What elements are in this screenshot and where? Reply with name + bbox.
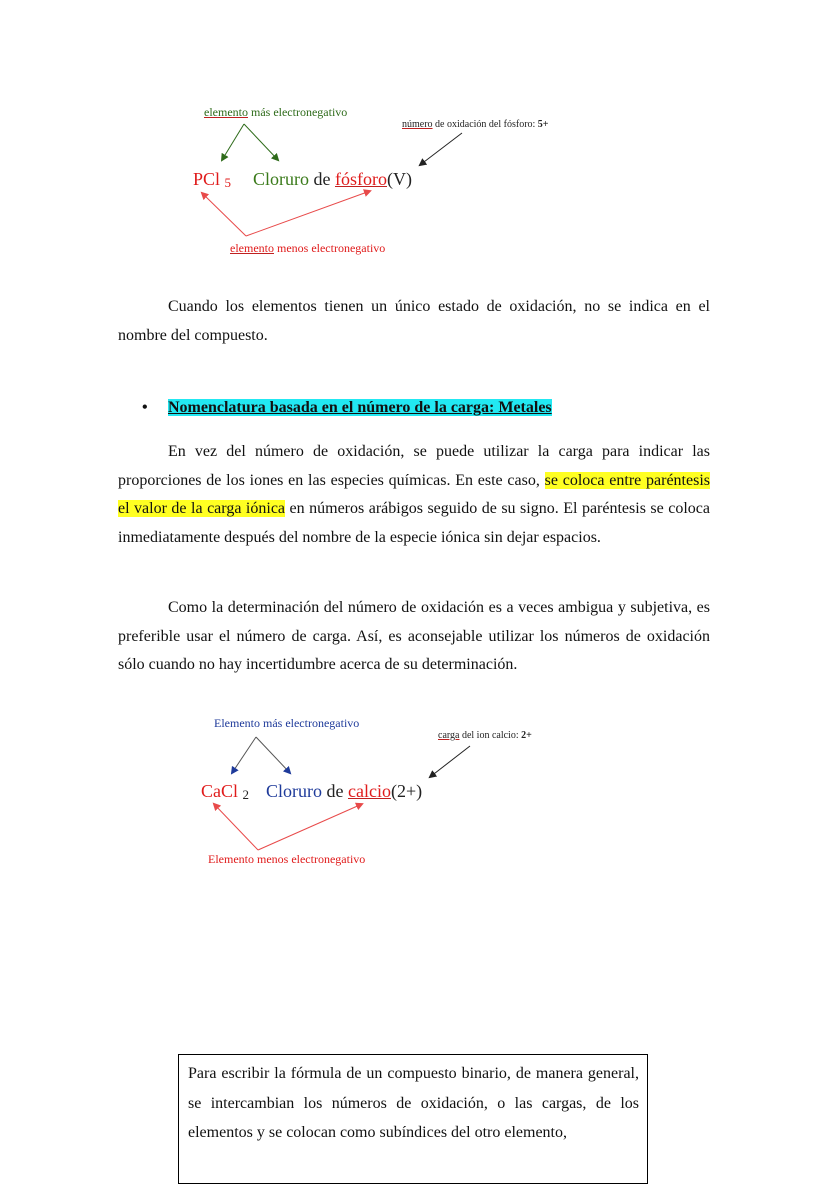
formula-base: CaCl <box>201 781 239 801</box>
label-rest: del ion calcio: <box>459 730 522 741</box>
label-rest: más electronegativo <box>247 105 348 119</box>
label-least-electronegative <box>230 242 385 254</box>
label-most-electronegative: Elemento más electronegativo <box>214 716 360 730</box>
charge-value: 2+ <box>521 730 532 741</box>
name-word: Cloruro <box>253 169 309 189</box>
arrow-bottom-right <box>258 804 362 850</box>
formula-cacl2 <box>201 782 249 801</box>
name-element: calcio <box>348 781 391 801</box>
arrow-top-left <box>232 737 256 773</box>
name-element: fósforo <box>335 169 387 189</box>
label-ion-charge <box>438 731 532 741</box>
formula-base: PCl <box>193 169 221 189</box>
compound-name-2 <box>266 782 422 800</box>
label-least-electronegative: Elemento menos electronegativo <box>208 852 366 866</box>
arrow-top-right <box>256 737 290 773</box>
arrow-top-left <box>222 124 244 160</box>
arrow-bottom-left <box>202 193 246 236</box>
text-segment: En vez del número de oxidación, se puede utilizar la carga para indicar las proporciones de los iones en las especies químicas. En este caso, <box>118 443 710 489</box>
name-word: de <box>313 169 331 189</box>
name-suffix: (V) <box>387 169 412 189</box>
arrow-bottom-right <box>246 191 370 236</box>
arrow-bottom-left <box>214 804 258 850</box>
label-oxidation-number <box>402 120 549 130</box>
name-word: Cloruro <box>266 781 322 801</box>
oxidation-value: 5+ <box>537 119 549 130</box>
formula-pcl5 <box>193 170 231 189</box>
label-rest: de oxidación del fósforo: <box>432 119 538 130</box>
formula-subscript: 2 <box>242 787 250 802</box>
formula-subscript: 5 <box>224 175 232 190</box>
name-suffix: (2+) <box>390 781 423 801</box>
arrow-right <box>420 133 462 165</box>
diagram-cacl2 <box>0 700 828 880</box>
paragraph-single-oxidation: Cuando los elementos tienen un único estado de oxidación, no se indica en el nombre del compuesto. <box>118 298 710 344</box>
label-rest: menos electronegativo <box>273 241 386 255</box>
compound-name-1 <box>253 170 412 188</box>
label-underlined-word: elemento <box>230 241 274 255</box>
label-most-electronegative <box>204 106 347 118</box>
bullet: • <box>142 399 148 416</box>
label-underlined-word: carga <box>438 730 460 741</box>
diagram-pcl5-arrows <box>0 0 828 270</box>
diagram-pcl5 <box>0 0 828 270</box>
name-word: de <box>326 781 344 801</box>
label-underlined-word: elemento <box>204 105 248 119</box>
text-segment: en números arábigos seguido de su signo. El paréntesis se coloca inmediatamente después del nombre de la especie iónica sin dejar espacios. <box>118 500 711 546</box>
highlighted-text: se coloca entre paréntesis el valor de la carga iónica <box>118 471 710 517</box>
summary-box: Para escribir la fórmula de un compuesto binario, de manera general, se intercambian los números de oxidación, o las cargas, de los elementos y se colocan como subíndices del otro elemento, <box>178 1054 648 1184</box>
paragraph-charge <box>118 438 710 552</box>
label-underlined-word: número <box>402 119 433 130</box>
heading-text: Nomenclatura basada en el número de la carga: Metales <box>168 399 552 416</box>
arrow-right <box>430 746 470 777</box>
arrow-top-right <box>244 124 278 160</box>
paragraph-preference: Como la determinación del número de oxidación es a veces ambigua y subjetiva, es preferible usar el número de carga. Así, es aconsejable utilizar los números de oxidación sólo cuando no hay incertidumbre acerca de su determinación. <box>118 599 710 673</box>
section-heading <box>142 396 552 420</box>
